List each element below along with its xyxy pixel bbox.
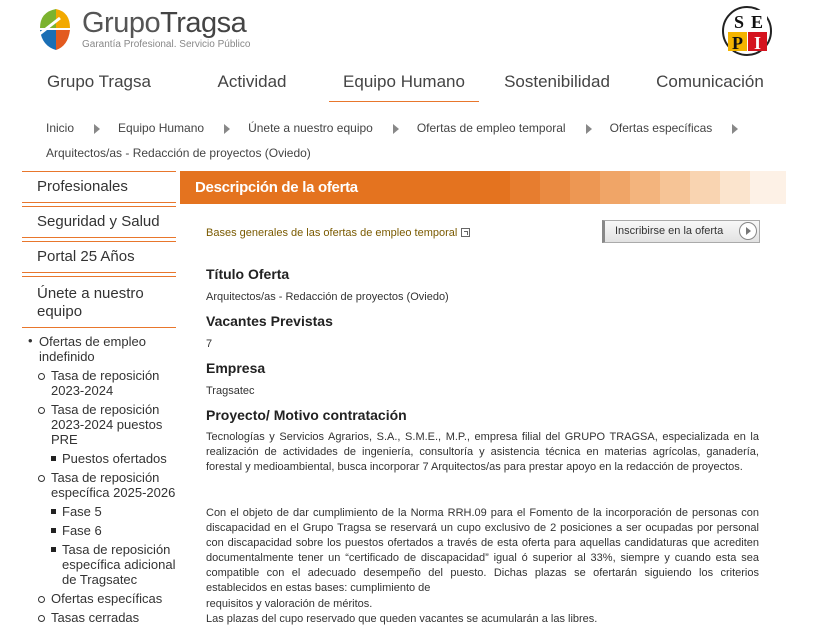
breadcrumb-arrow-icon xyxy=(393,124,399,134)
proyecto-paragraph-2b: requisitos y valoración de méritos. xyxy=(206,598,373,610)
breadcrumb-arrow-icon xyxy=(94,124,100,134)
vacantes-label: Vacantes Previstas xyxy=(206,313,333,329)
nav-grupo-tragsa[interactable]: Grupo Tragsa xyxy=(47,72,151,91)
crumb-current: Arquitectos/as - Redacción de proyectos (Oviedo) xyxy=(46,146,311,160)
offer-description-bar xyxy=(180,171,786,204)
sidebar-item-unete[interactable]: Únete a nuestro equipo xyxy=(22,276,176,328)
sub-fase-5[interactable]: Fase 5 xyxy=(22,504,176,519)
sepi-logo[interactable] xyxy=(722,6,772,56)
sub-tasa-2025[interactable]: Tasa de reposición específica 2025-2026 xyxy=(22,470,176,500)
bar-fade-segment xyxy=(750,171,786,204)
sidebar-item-portal[interactable]: Portal 25 Años xyxy=(22,241,176,273)
empresa-label: Empresa xyxy=(206,360,266,376)
bases-link-text[interactable]: Bases generales de las ofertas de empleo temporal xyxy=(206,227,458,239)
sidebar-item-profesionales[interactable]: Profesionales xyxy=(22,171,176,203)
bar-fade-segment xyxy=(540,171,570,204)
sidebar-item-seguridad[interactable]: Seguridad y Salud xyxy=(22,206,176,238)
nav-sostenibilidad[interactable]: Sostenibilidad xyxy=(504,72,610,91)
proyecto-label: Proyecto/ Motivo contratación xyxy=(206,407,407,423)
breadcrumb-arrow-icon xyxy=(732,124,738,134)
sepi-i: I xyxy=(754,33,762,53)
nav-comunicacion[interactable]: Comunicación xyxy=(656,72,764,91)
bar-fade-segment xyxy=(570,171,600,204)
bases-link[interactable] xyxy=(206,227,470,239)
sidebar-subnav xyxy=(22,334,176,625)
sub-fase-6[interactable]: Fase 6 xyxy=(22,523,176,538)
crumb-equipo-humano[interactable]: Equipo Humano xyxy=(118,121,205,135)
logo-brand-bold: Tragsa xyxy=(160,7,247,39)
logo-brand-light: Grupo xyxy=(82,7,161,39)
bar-fade-segment xyxy=(690,171,720,204)
main-nav xyxy=(32,70,792,102)
sepi-p: P xyxy=(732,33,743,53)
crumb-unete[interactable]: Únete a nuestro equipo xyxy=(248,121,373,135)
breadcrumb-arrow-icon xyxy=(224,124,230,134)
bar-fade-segment xyxy=(630,171,660,204)
apply-offer-label: Inscribirse en la oferta xyxy=(615,225,724,237)
crumb-ofertas-especificas[interactable]: Ofertas específicas xyxy=(609,121,713,135)
nav-actividad[interactable]: Actividad xyxy=(217,72,287,91)
sub-ofertas-indefinido[interactable]: • Ofertas de empleo indefinido xyxy=(22,334,176,364)
sub-tasa-2023-pre[interactable]: Tasa de reposición 2023-2024 puestos PRE xyxy=(22,402,176,447)
bar-fade-segment xyxy=(660,171,690,204)
empresa-value: Tragsatec xyxy=(206,385,255,397)
arrow-right-icon xyxy=(739,222,757,240)
crumb-ofertas-temporal[interactable]: Ofertas de empleo temporal xyxy=(416,121,566,135)
sub-tasa-2023[interactable]: Tasa de reposición 2023-2024 xyxy=(22,368,176,398)
apply-offer-button[interactable] xyxy=(602,220,760,243)
offer-description-title: Descripción de la oferta xyxy=(195,179,358,196)
sidebar xyxy=(22,171,176,625)
crumb-inicio[interactable]: Inicio xyxy=(46,121,75,135)
sub-puestos-ofertados[interactable]: Puestos ofertados xyxy=(22,451,176,466)
sub-tasa-adicional[interactable]: Tasa de reposición específica adicional de Tragsatec xyxy=(22,542,176,587)
titulo-value: Arquitectos/as - Redacción de proyectos (Oviedo) xyxy=(206,291,449,303)
grupo-tragsa-logo[interactable] xyxy=(36,6,250,52)
sepi-e: E xyxy=(751,12,764,32)
bar-fade-segment xyxy=(720,171,750,204)
bar-fade-segment xyxy=(600,171,630,204)
breadcrumb-arrow-icon xyxy=(586,124,592,134)
sub-tasas-cerradas[interactable]: Tasas cerradas xyxy=(22,610,176,625)
titulo-label: Título Oferta xyxy=(206,266,290,282)
proyecto-paragraph-1: Tecnologías y Servicios Agrarios, S.A., S.M.E., M.P., empresa filial del GRUPO TRAGSA, especializada en la realización de actividades de ingeniería, consultoría y asistencia técnica en materias agrícolas, ganadería, forestal y medioambiental, busca incorporar 7 Arquitectos/as para prestar apoyo en la redacción de proyectos. xyxy=(206,431,759,473)
sepi-s: S xyxy=(734,12,745,32)
breadcrumb xyxy=(46,116,766,166)
logo-tagline: Garantía Profesional. Servicio Público xyxy=(82,39,251,50)
external-link-icon xyxy=(461,228,470,237)
proyecto-paragraph-2: Con el objeto de dar cumplimiento de la Norma RRH.09 para el Fomento de la incorporación de personas con discapacidad en el Grupo Tragsa se reservará un cupo exclusivo de 2 posiciones a ser ocupadas por personal con discapacidad sobre los puestos ofertados a través de esta oferta para aquellas candidaturas que acrediten documentalmente tener un “certificado de discapacidad” igual ó superior al 33%, siempre y cuando esta sea compatible con el adecuado desempeño del puesto. Dichas plazas se ofertarán siguiendo los criterios establecidos en estas bases: cumplimiento de xyxy=(206,507,759,594)
bar-fade-segment xyxy=(510,171,540,204)
tragsa-emblem-icon xyxy=(36,6,74,52)
nav-equipo-humano[interactable]: Equipo Humano xyxy=(329,70,479,102)
sub-ofertas-especificas[interactable]: Ofertas específicas xyxy=(22,591,176,606)
vacantes-value: 7 xyxy=(206,338,213,350)
proyecto-paragraph-3: Las plazas del cupo reservado que queden vacantes se acumularán a las libres. xyxy=(206,613,598,625)
